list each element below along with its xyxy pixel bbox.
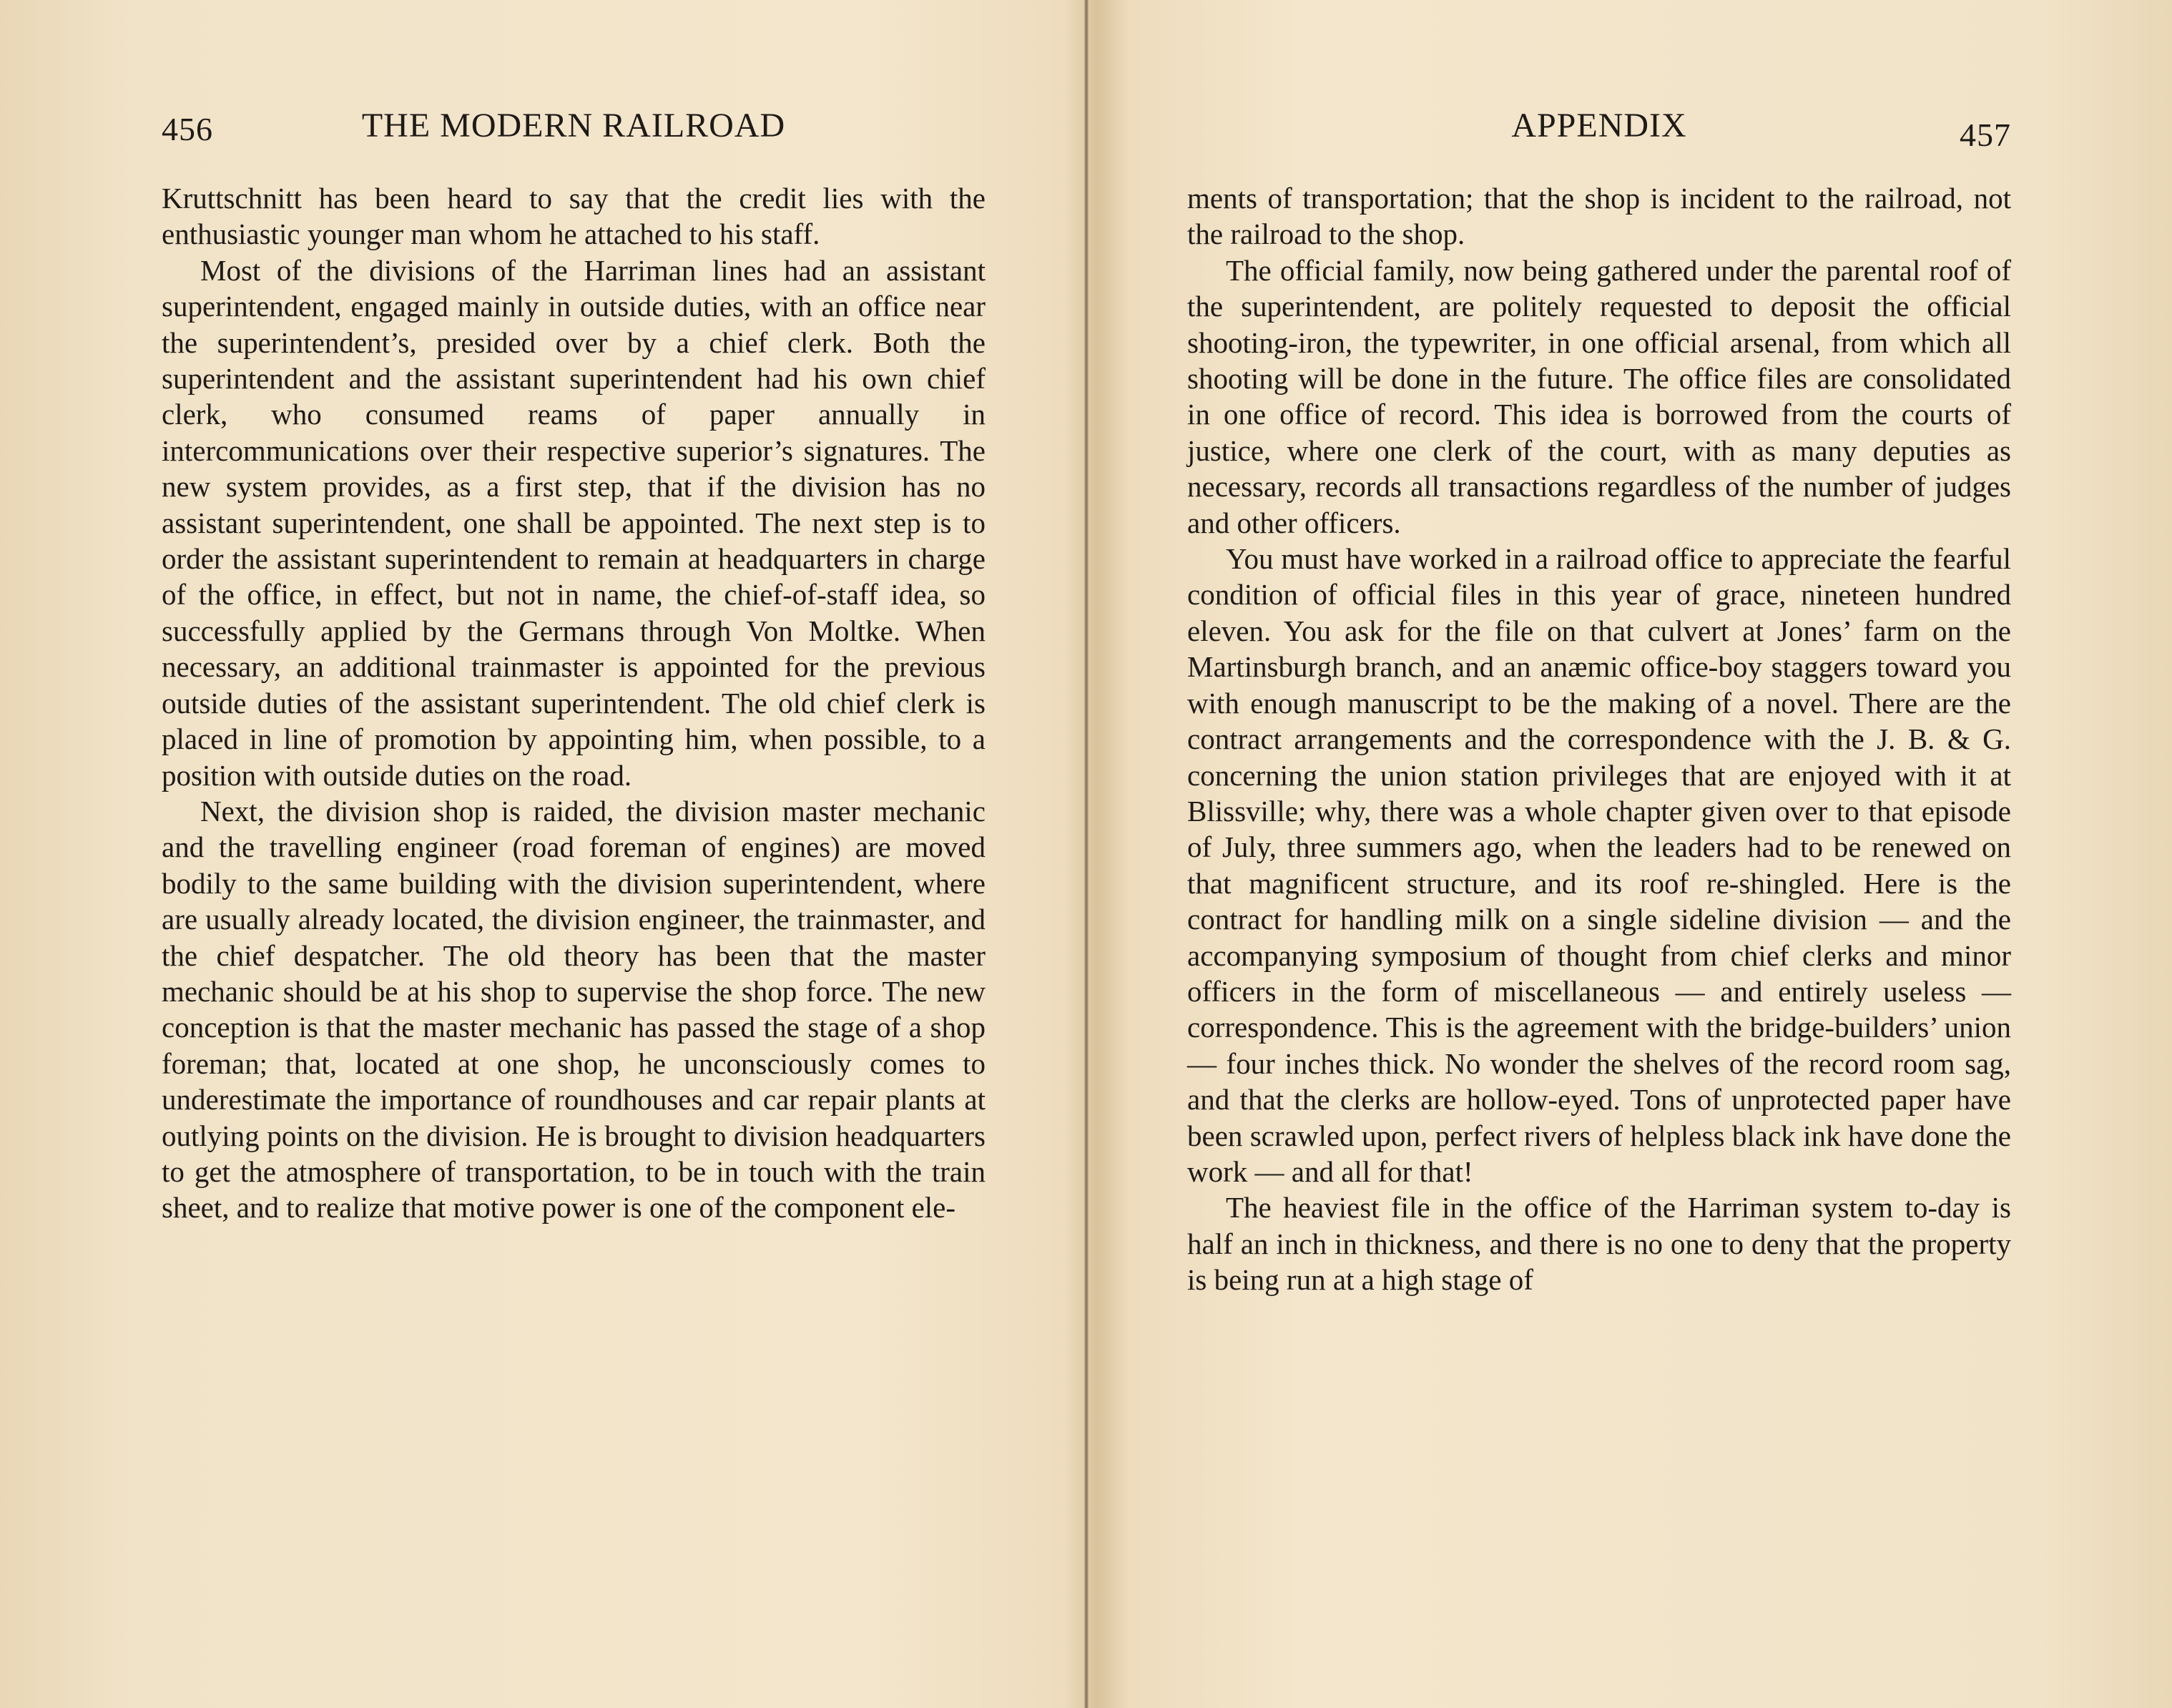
right-page-number: 457 [1960,117,2011,153]
left-page [162,106,986,1226]
paragraph: Kruttschnitt has been heard to say that the credit lies with the enthusiastic younger man whom he attached to his staff. [162,182,986,251]
left-body-text [162,180,986,1226]
paragraph: The heaviest file in the office of the Harriman system to-day is half an inch in thickness, and there is no one to deny that the property is being run at a high stage of [1187,1191,2011,1297]
paragraph: You must have worked in a railroad office to appreciate the fearful condition of official files in this year of grace, nineteen hundred eleven. You ask for the file on that culvert at Jones’ farm on the Martinsburgh branch, and an anæmic office-boy staggers toward you with enough manuscript to be the making of a novel. There are the contract arrangements and the correspondence with the J. B. & G. concerning the union station privileges that are enjoyed with it at Blissville; why, there was a whole chapter given over to that episode of July, three summers ago, when the leaders had to be renewed on that magnificent structure, and its roof re-shingled. Here is the contract for handling milk on a single sideline division — and the accompanying symposium of thought from chief clerks and minor officers in the form of miscellaneous — and entirely useless — correspondence. This is the agreement with the bridge-builders’ union — four inches thick. No wonder the shelves of the record room sag, and that the clerks are hollow-eyed. Tons of unprotected paper have been scrawled upon, perfect rivers of helpless black ink have done the work — and all for that! [1187,542,2011,1188]
paragraph: Most of the divisions of the Harriman lines had an assistant superintendent, engaged mainly in outside duties, with an office near the superintendent’s, presided over by a chief clerk. Both the superintendent and the assistant superintendent had his own chief clerk, who consumed reams of paper annually in intercommunications over their respective superior’s signatures. The new system provides, as a first step, that if the division has no assistant superintendent, one shall be appointed. The next step is to order the assistant superintendent to remain at headquarters in charge of the office, in effect, but not in name, the chief-of-staff idea, so successfully applied by the Germans through Von Moltke. When necessary, an additional trainmaster is appointed for the previous outside duties of the assistant superintendent. The old chief clerk is placed in line of promotion by appointing him, when possible, to a position with outside duties on the road. [162,253,986,792]
right-running-head [1187,106,2011,152]
left-page-number: 456 [162,111,213,147]
right-page [1187,106,2011,1298]
paragraph: ments of transportation; that the shop is incident to the railroad, not the railroad to the shop. [1187,182,2011,251]
right-running-title: APPENDIX [1511,107,1687,144]
book-gutter [1084,0,1089,1708]
right-body-text [1187,180,2011,1298]
paragraph: The official family, now being gathered under the parental roof of the superintendent, are politely requested to deposit the official shooting-iron, the typewriter, in one official arsenal, from which all shooting will be done in the future. The office files are consolidated in one office of record. This idea is borrowed from the courts of justice, where one clerk of the court, with as many deputies as necessary, records all transactions regardless of the number of judges and other officers. [1187,253,2011,539]
paragraph: Next, the division shop is raided, the division master mechanic and the travelling engineer (road foreman of engines) are moved bodily to the same building with the division superintendent, where are usually already located, the division engineer, the trainmaster, and the chief despatcher. The old theory has been that the master mechanic should be at his shop to supervise the shop force. The new conception is that the master mechanic has passed the stage of a shop foreman; that, located at one shop, he unconsciously comes to underestimate the importance of roundhouses and car repair plants at outlying points on the division. He is brought to division headquarters to get the atmosphere of transportation, to be in touch with the train sheet, and to realize that motive power is one of the component ele- [162,794,986,1224]
left-running-title: THE MODERN RAILROAD [361,107,786,144]
left-running-head [162,106,986,152]
